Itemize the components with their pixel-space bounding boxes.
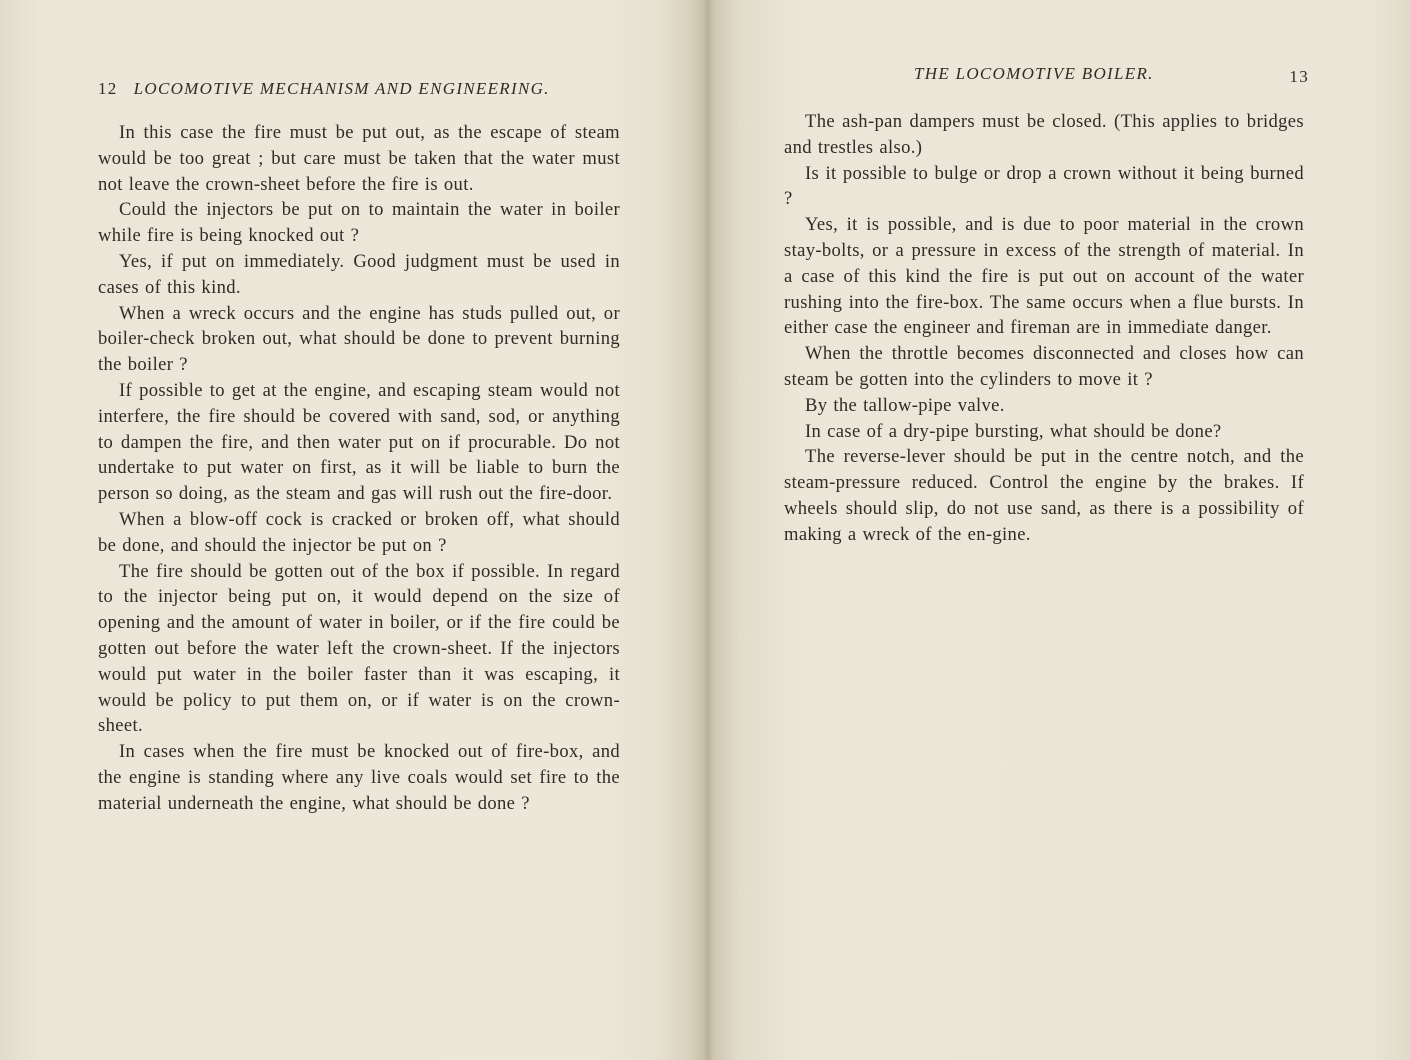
paragraph: The fire should be gotten out of the box if possible. In regard to the injector being put on, it would depend on the size of opening and the amount of water in boiler, or if the fire could be gotten out before the water left the crown-sheet. If the injectors would put water in the boiler faster than it was escaping, it would be policy to put them on, or if water is on the crown-sheet. xyxy=(98,560,620,737)
paragraph: In cases when the fire must be knocked out of fire-box, and the engine is standing where any live coals would set fire to the material underneath the engine, what should be done ? xyxy=(98,741,620,814)
paragraph: Is it possible to bulge or drop a crown without it being burned ? xyxy=(784,162,1304,210)
right-running-title: THE LOCOMOTIVE BOILER. xyxy=(914,64,1154,83)
paragraph: Yes, it is possible, and is due to poor material in the crown stay-bolts, or a pressure in excess of the strength of material. In a case of this kind the fire is put out on account of the water rushing into the fire-box. The same occurs when a flue bursts. In either case the engineer and fireman are in immediate danger. xyxy=(784,214,1304,339)
right-running-head xyxy=(914,64,1309,84)
left-body-text xyxy=(98,120,620,817)
paragraph: The reverse-lever should be put in the centre notch, and the steam-pressure reduced. Control the engine by the brakes. If wheels should slip, do not use sand, as there is a possibility of making a wreck of the en-gine. xyxy=(784,446,1304,545)
right-page-number: 13 xyxy=(1289,67,1309,86)
left-running-title: LOCOMOTIVE MECHANISM AND ENGINEERING. xyxy=(133,79,550,98)
paragraph: Could the injectors be put on to maintain the water in boiler while fire is being knocked out ? xyxy=(98,199,620,247)
paragraph: By the tallow-pipe valve. xyxy=(805,394,1005,416)
right-page xyxy=(705,0,1410,1060)
left-page-number: 12 xyxy=(98,79,118,98)
right-body-text xyxy=(784,109,1304,548)
paragraph: When a blow-off cock is cracked or broken off, what should be done, and should the injector be put on ? xyxy=(98,508,620,556)
paragraph: Yes, if put on immediately. Good judgment must be used in cases of this kind. xyxy=(98,250,620,298)
paragraph: The ash-pan dampers must be closed. (This applies to bridges and trestles also.) xyxy=(784,111,1304,158)
paragraph: When the throttle becomes disconnected and closes how can steam be gotten into the cylinders to move it ? xyxy=(784,343,1304,390)
paragraph: In case of a dry-pipe bursting, what should be done? xyxy=(805,420,1222,442)
paragraph: If possible to get at the engine, and escaping steam would not interfere, the fire should be covered with sand, sod, or anything to dampen the fire, and then water put on if procurable. Do not undertake to put water on first, as it will be liable to burn the person so doing, as the steam and gas will rush out the fire-door. xyxy=(98,379,620,505)
paragraph: In this case the fire must be put out, as the escape of steam would be too great ; but care must be taken that the water must not leave the crown-sheet before the fire is out. xyxy=(98,122,620,195)
left-running-head xyxy=(98,79,550,99)
paragraph: When a wreck occurs and the engine has studs pulled out, or boiler-check broken out, what should be done to prevent burning the boiler ? xyxy=(98,302,620,376)
